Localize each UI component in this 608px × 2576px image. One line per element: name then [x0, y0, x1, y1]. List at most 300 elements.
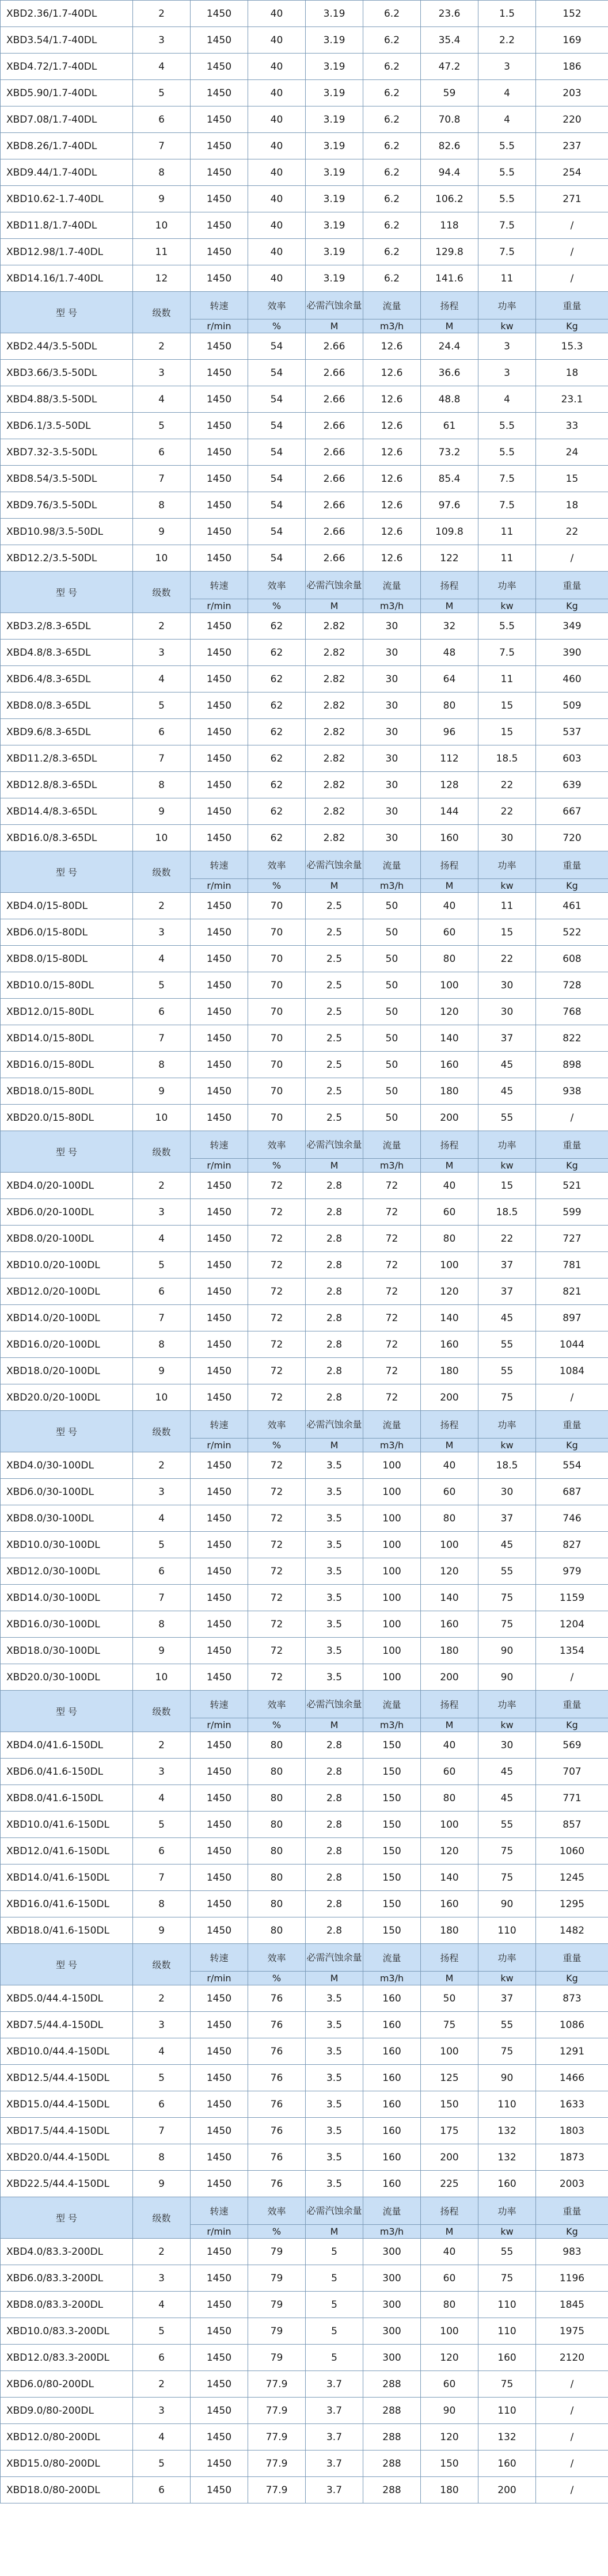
cell-power: 90	[478, 1638, 536, 1664]
header-power: 功率	[478, 572, 536, 599]
cell-model: XBD18.0/15-80DL	[1, 1078, 133, 1105]
unit-efficiency: %	[248, 1159, 306, 1173]
cell-flow: 150	[363, 1759, 421, 1785]
cell-efficiency: 54	[248, 360, 306, 386]
cell-efficiency: 80	[248, 1732, 306, 1759]
cell-efficiency: 70	[248, 972, 306, 999]
cell-weight: /	[536, 2451, 608, 2477]
cell-weight: 537	[536, 719, 608, 745]
cell-power: 4	[478, 80, 536, 106]
cell-stages: 7	[133, 1865, 191, 1891]
cell-head: 32	[421, 613, 478, 640]
cell-stages: 4	[133, 1785, 191, 1812]
header-power: 功率	[478, 1131, 536, 1159]
cell-power: 7.5	[478, 466, 536, 492]
cell-efficiency: 72	[248, 1558, 306, 1585]
unit-head: M	[421, 599, 478, 613]
cell-weight: 349	[536, 613, 608, 640]
cell-weight: 24	[536, 439, 608, 466]
cell-stages: 11	[133, 239, 191, 265]
cell-efficiency: 62	[248, 745, 306, 772]
header-weight: 重量	[536, 1411, 608, 1439]
header-model: 型 号	[1, 2197, 133, 2239]
cell-model: XBD6.0/15-80DL	[1, 919, 133, 946]
cell-head: 140	[421, 1585, 478, 1611]
cell-model: XBD6.0/80-200DL	[1, 2371, 133, 2398]
cell-power: 15	[478, 919, 536, 946]
cell-model: XBD9.0/80-200DL	[1, 2398, 133, 2424]
cell-head: 80	[421, 692, 478, 719]
header-model: 型 号	[1, 1131, 133, 1173]
cell-head: 97.6	[421, 492, 478, 519]
cell-speed: 1450	[191, 54, 248, 80]
cell-npsh: 3.19	[306, 159, 363, 186]
cell-flow: 150	[363, 1838, 421, 1865]
cell-npsh: 3.19	[306, 27, 363, 54]
unit-speed: r/min	[191, 1972, 248, 1985]
cell-stages: 10	[133, 1664, 191, 1691]
cell-stages: 6	[133, 1838, 191, 1865]
cell-weight: /	[536, 1384, 608, 1411]
header-speed: 转速	[191, 292, 248, 319]
table-row	[1, 1479, 608, 1505]
header-row-titles	[1, 1131, 608, 1159]
cell-speed: 1450	[191, 719, 248, 745]
unit-npsh: M	[306, 2225, 363, 2239]
cell-speed: 1450	[191, 2012, 248, 2038]
cell-model: XBD12.0/83.3-200DL	[1, 2345, 133, 2371]
cell-efficiency: 62	[248, 613, 306, 640]
cell-speed: 1450	[191, 946, 248, 972]
cell-flow: 50	[363, 919, 421, 946]
unit-weight: Kg	[536, 1972, 608, 1985]
cell-power: 160	[478, 2171, 536, 2197]
cell-efficiency: 40	[248, 159, 306, 186]
cell-stages: 6	[133, 439, 191, 466]
cell-efficiency: 70	[248, 1025, 306, 1052]
cell-stages: 6	[133, 1558, 191, 1585]
cell-model: XBD11.2/8.3-65DL	[1, 745, 133, 772]
cell-power: 90	[478, 1891, 536, 1917]
cell-model: XBD16.0/20-100DL	[1, 1331, 133, 1358]
cell-npsh: 2.8	[306, 1917, 363, 1944]
cell-model: XBD9.6/8.3-65DL	[1, 719, 133, 745]
table-row	[1, 999, 608, 1025]
unit-speed: r/min	[191, 599, 248, 613]
cell-weight: /	[536, 265, 608, 292]
cell-weight: 979	[536, 1558, 608, 1585]
table-row	[1, 1759, 608, 1785]
cell-npsh: 2.5	[306, 972, 363, 999]
cell-power: 45	[478, 1078, 536, 1105]
cell-efficiency: 62	[248, 692, 306, 719]
cell-model: XBD4.8/8.3-65DL	[1, 640, 133, 666]
cell-stages: 2	[133, 2371, 191, 2398]
cell-weight: 521	[536, 1173, 608, 1199]
cell-model: XBD9.44/1.7-40DL	[1, 159, 133, 186]
header-efficiency: 效率	[248, 1411, 306, 1439]
cell-flow: 30	[363, 798, 421, 825]
cell-power: 5.5	[478, 413, 536, 439]
cell-stages: 7	[133, 466, 191, 492]
cell-flow: 12.6	[363, 413, 421, 439]
cell-flow: 30	[363, 666, 421, 692]
cell-power: 18.5	[478, 1199, 536, 1226]
cell-speed: 1450	[191, 1226, 248, 1252]
cell-efficiency: 80	[248, 1838, 306, 1865]
cell-head: 180	[421, 1358, 478, 1384]
cell-efficiency: 54	[248, 519, 306, 545]
cell-speed: 1450	[191, 1985, 248, 2012]
cell-npsh: 2.82	[306, 798, 363, 825]
cell-npsh: 2.8	[306, 1279, 363, 1305]
table-row	[1, 545, 608, 572]
cell-npsh: 2.66	[306, 519, 363, 545]
cell-npsh: 2.8	[306, 1199, 363, 1226]
table-row	[1, 1611, 608, 1638]
cell-power: 45	[478, 1785, 536, 1812]
table-row	[1, 798, 608, 825]
cell-stages: 2	[133, 2239, 191, 2265]
header-flow: 流量	[363, 1411, 421, 1439]
cell-weight: 728	[536, 972, 608, 999]
cell-stages: 3	[133, 640, 191, 666]
cell-power: 7.5	[478, 212, 536, 239]
cell-stages: 2	[133, 1, 191, 27]
cell-speed: 1450	[191, 333, 248, 360]
unit-npsh: M	[306, 319, 363, 333]
cell-speed: 1450	[191, 2144, 248, 2171]
cell-head: 60	[421, 1759, 478, 1785]
cell-head: 144	[421, 798, 478, 825]
cell-stages: 9	[133, 186, 191, 212]
table-row	[1, 919, 608, 946]
cell-stages: 7	[133, 2118, 191, 2144]
cell-speed: 1450	[191, 1664, 248, 1691]
cell-model: XBD10.0/41.6-150DL	[1, 1812, 133, 1838]
cell-speed: 1450	[191, 999, 248, 1025]
cell-npsh: 2.66	[306, 333, 363, 360]
cell-efficiency: 40	[248, 239, 306, 265]
header-npsh: 必需汽蚀余量	[306, 1411, 363, 1439]
cell-speed: 1450	[191, 1452, 248, 1479]
cell-model: XBD8.0/83.3-200DL	[1, 2292, 133, 2318]
cell-weight: 33	[536, 413, 608, 439]
unit-head: M	[421, 319, 478, 333]
cell-model: XBD8.0/15-80DL	[1, 946, 133, 972]
table-row	[1, 772, 608, 798]
table-row	[1, 1279, 608, 1305]
cell-stages: 3	[133, 1199, 191, 1226]
cell-speed: 1450	[191, 2424, 248, 2451]
cell-stages: 3	[133, 2265, 191, 2292]
cell-stages: 5	[133, 972, 191, 999]
cell-speed: 1450	[191, 413, 248, 439]
table-row	[1, 2292, 608, 2318]
cell-npsh: 2.8	[306, 1384, 363, 1411]
table-row	[1, 1078, 608, 1105]
cell-speed: 1450	[191, 466, 248, 492]
cell-stages: 5	[133, 1252, 191, 1279]
cell-npsh: 2.82	[306, 825, 363, 851]
cell-speed: 1450	[191, 212, 248, 239]
cell-stages: 8	[133, 159, 191, 186]
cell-flow: 6.2	[363, 239, 421, 265]
cell-flow: 50	[363, 972, 421, 999]
header-stages: 级数	[133, 851, 191, 893]
cell-stages: 4	[133, 946, 191, 972]
cell-npsh: 3.19	[306, 212, 363, 239]
cell-weight: 152	[536, 1, 608, 27]
table-row	[1, 360, 608, 386]
cell-power: 5.5	[478, 159, 536, 186]
cell-npsh: 5	[306, 2345, 363, 2371]
cell-speed: 1450	[191, 1479, 248, 1505]
cell-efficiency: 62	[248, 825, 306, 851]
cell-head: 60	[421, 919, 478, 946]
cell-speed: 1450	[191, 1732, 248, 1759]
table-row	[1, 1052, 608, 1078]
cell-npsh: 2.8	[306, 1173, 363, 1199]
cell-head: 180	[421, 1638, 478, 1664]
cell-power: 2.2	[478, 27, 536, 54]
unit-efficiency: %	[248, 319, 306, 333]
cell-speed: 1450	[191, 1105, 248, 1131]
cell-model: XBD20.0/15-80DL	[1, 1105, 133, 1131]
cell-npsh: 2.8	[306, 1812, 363, 1838]
cell-npsh: 2.5	[306, 893, 363, 919]
unit-head: M	[421, 1972, 478, 1985]
cell-flow: 50	[363, 893, 421, 919]
cell-power: 110	[478, 2091, 536, 2118]
cell-speed: 1450	[191, 1252, 248, 1279]
header-stages: 级数	[133, 572, 191, 613]
cell-weight: 1086	[536, 2012, 608, 2038]
cell-head: 150	[421, 2451, 478, 2477]
table-row	[1, 386, 608, 413]
cell-flow: 150	[363, 1785, 421, 1812]
cell-power: 55	[478, 1812, 536, 1838]
header-model: 型 号	[1, 851, 133, 893]
header-stages: 级数	[133, 1944, 191, 1985]
header-model: 型 号	[1, 1691, 133, 1732]
cell-stages: 6	[133, 999, 191, 1025]
cell-weight: 667	[536, 798, 608, 825]
cell-model: XBD12.0/30-100DL	[1, 1558, 133, 1585]
cell-head: 60	[421, 2265, 478, 2292]
unit-speed: r/min	[191, 319, 248, 333]
cell-weight: 781	[536, 1252, 608, 1279]
cell-speed: 1450	[191, 893, 248, 919]
cell-npsh: 2.66	[306, 492, 363, 519]
cell-flow: 100	[363, 1452, 421, 1479]
cell-weight: 461	[536, 893, 608, 919]
unit-head: M	[421, 1718, 478, 1732]
cell-speed: 1450	[191, 1078, 248, 1105]
cell-stages: 6	[133, 106, 191, 133]
unit-efficiency: %	[248, 2225, 306, 2239]
table-row	[1, 1785, 608, 1812]
cell-weight: 15.3	[536, 333, 608, 360]
cell-weight: 608	[536, 946, 608, 972]
header-power: 功率	[478, 292, 536, 319]
cell-weight: 1482	[536, 1917, 608, 1944]
cell-flow: 288	[363, 2451, 421, 2477]
cell-power: 75	[478, 2371, 536, 2398]
unit-power: kw	[478, 1439, 536, 1452]
cell-flow: 160	[363, 2012, 421, 2038]
cell-npsh: 2.8	[306, 1226, 363, 1252]
cell-weight: 1873	[536, 2144, 608, 2171]
cell-flow: 12.6	[363, 545, 421, 572]
table-row	[1, 1105, 608, 1131]
cell-efficiency: 80	[248, 1785, 306, 1812]
cell-efficiency: 76	[248, 1985, 306, 2012]
cell-efficiency: 77.9	[248, 2371, 306, 2398]
cell-speed: 1450	[191, 1331, 248, 1358]
header-head: 扬程	[421, 572, 478, 599]
cell-weight: 18	[536, 492, 608, 519]
unit-npsh: M	[306, 599, 363, 613]
cell-efficiency: 70	[248, 893, 306, 919]
cell-weight: /	[536, 2371, 608, 2398]
header-weight: 重量	[536, 1944, 608, 1972]
cell-flow: 50	[363, 999, 421, 1025]
cell-head: 59	[421, 80, 478, 106]
cell-head: 23.6	[421, 1, 478, 27]
cell-speed: 1450	[191, 2239, 248, 2265]
table-row	[1, 666, 608, 692]
unit-speed: r/min	[191, 879, 248, 893]
cell-power: 55	[478, 1358, 536, 1384]
unit-efficiency: %	[248, 879, 306, 893]
cell-model: XBD4.88/3.5-50DL	[1, 386, 133, 413]
cell-npsh: 2.8	[306, 1732, 363, 1759]
cell-model: XBD6.4/8.3-65DL	[1, 666, 133, 692]
header-weight: 重量	[536, 572, 608, 599]
cell-power: 110	[478, 2292, 536, 2318]
cell-efficiency: 72	[248, 1226, 306, 1252]
cell-efficiency: 40	[248, 212, 306, 239]
cell-flow: 160	[363, 2065, 421, 2091]
table-row	[1, 1331, 608, 1358]
cell-power: 5.5	[478, 439, 536, 466]
cell-power: 37	[478, 1505, 536, 1532]
cell-speed: 1450	[191, 1638, 248, 1664]
cell-speed: 1450	[191, 798, 248, 825]
cell-weight: 220	[536, 106, 608, 133]
cell-stages: 10	[133, 545, 191, 572]
table-row	[1, 519, 608, 545]
cell-model: XBD8.0/8.3-65DL	[1, 692, 133, 719]
unit-weight: Kg	[536, 599, 608, 613]
cell-model: XBD12.0/80-200DL	[1, 2424, 133, 2451]
cell-weight: 897	[536, 1305, 608, 1331]
header-stages: 级数	[133, 1691, 191, 1732]
cell-weight: 938	[536, 1078, 608, 1105]
cell-stages: 4	[133, 1226, 191, 1252]
cell-flow: 6.2	[363, 133, 421, 159]
header-npsh: 必需汽蚀余量	[306, 2197, 363, 2225]
table-row	[1, 640, 608, 666]
unit-power: kw	[478, 1159, 536, 1173]
header-row-titles	[1, 1691, 608, 1718]
cell-stages: 2	[133, 893, 191, 919]
table-row	[1, 2118, 608, 2144]
cell-power: 30	[478, 825, 536, 851]
table-row	[1, 466, 608, 492]
cell-speed: 1450	[191, 2371, 248, 2398]
cell-head: 80	[421, 1226, 478, 1252]
spec-table-body	[1, 1, 608, 2503]
cell-npsh: 3.5	[306, 2171, 363, 2197]
table-row	[1, 1985, 608, 2012]
cell-flow: 100	[363, 1479, 421, 1505]
cell-npsh: 3.5	[306, 1664, 363, 1691]
cell-model: XBD3.54/1.7-40DL	[1, 27, 133, 54]
cell-model: XBD3.2/8.3-65DL	[1, 613, 133, 640]
header-weight: 重量	[536, 292, 608, 319]
cell-weight: /	[536, 1664, 608, 1691]
cell-stages: 10	[133, 212, 191, 239]
cell-flow: 100	[363, 1664, 421, 1691]
cell-npsh: 2.66	[306, 413, 363, 439]
cell-head: 60	[421, 1479, 478, 1505]
cell-power: 75	[478, 1384, 536, 1411]
cell-npsh: 5	[306, 2318, 363, 2345]
table-row	[1, 1532, 608, 1558]
unit-flow: m3/h	[363, 1972, 421, 1985]
cell-npsh: 2.82	[306, 745, 363, 772]
cell-efficiency: 79	[248, 2265, 306, 2292]
cell-model: XBD18.0/80-200DL	[1, 2477, 133, 2503]
cell-power: 3	[478, 360, 536, 386]
cell-model: XBD5.90/1.7-40DL	[1, 80, 133, 106]
cell-power: 55	[478, 2012, 536, 2038]
cell-stages: 8	[133, 492, 191, 519]
unit-speed: r/min	[191, 1718, 248, 1732]
cell-efficiency: 76	[248, 2171, 306, 2197]
header-speed: 转速	[191, 851, 248, 879]
cell-head: 82.6	[421, 133, 478, 159]
cell-head: 160	[421, 1611, 478, 1638]
cell-head: 100	[421, 1812, 478, 1838]
cell-power: 4	[478, 106, 536, 133]
cell-weight: 390	[536, 640, 608, 666]
header-row-titles	[1, 572, 608, 599]
cell-head: 90	[421, 2398, 478, 2424]
cell-npsh: 3.19	[306, 239, 363, 265]
header-stages: 级数	[133, 2197, 191, 2239]
cell-efficiency: 40	[248, 265, 306, 292]
header-head: 扬程	[421, 1411, 478, 1439]
unit-npsh: M	[306, 1159, 363, 1173]
cell-weight: 237	[536, 133, 608, 159]
cell-power: 110	[478, 1917, 536, 1944]
cell-head: 100	[421, 1532, 478, 1558]
header-npsh: 必需汽蚀余量	[306, 1131, 363, 1159]
cell-model: XBD6.0/83.3-200DL	[1, 2265, 133, 2292]
cell-stages: 5	[133, 80, 191, 106]
cell-head: 160	[421, 1052, 478, 1078]
cell-weight: 186	[536, 54, 608, 80]
cell-weight: 1295	[536, 1891, 608, 1917]
cell-flow: 50	[363, 1025, 421, 1052]
cell-stages: 2	[133, 1452, 191, 1479]
cell-stages: 5	[133, 692, 191, 719]
cell-head: 96	[421, 719, 478, 745]
cell-npsh: 2.5	[306, 919, 363, 946]
